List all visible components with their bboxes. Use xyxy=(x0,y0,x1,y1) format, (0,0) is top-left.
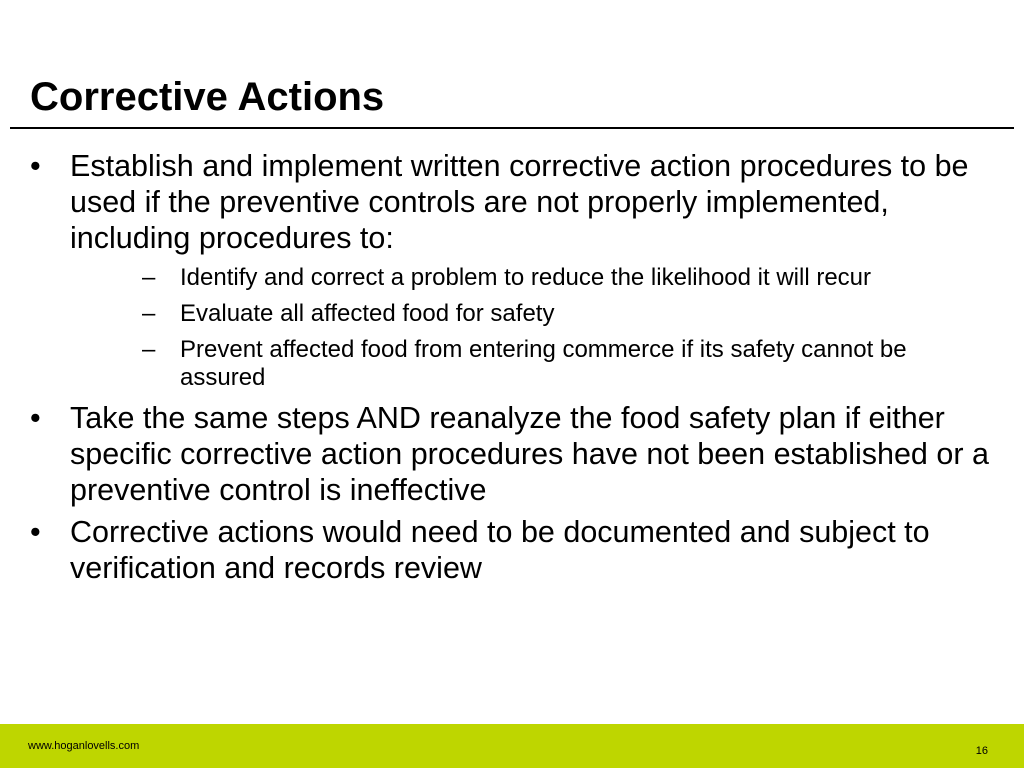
bullet-item xyxy=(0,148,1024,392)
bullet-text: Take the same steps AND reanalyze the food safety plan if either specific corrective action procedures have not been established or a preventive control is ineffective xyxy=(70,401,989,507)
bullet-marker: • xyxy=(30,149,41,183)
sub-bullet-item xyxy=(70,264,994,292)
bullet-text: Corrective actions would need to be documented and subject to verification and records review xyxy=(70,515,930,585)
bullet-item xyxy=(0,400,1024,508)
sub-bullet-item xyxy=(70,300,994,328)
bullet-marker: • xyxy=(30,515,41,549)
sub-bullet-marker: – xyxy=(142,300,156,327)
sub-bullet-text: Prevent affected food from entering commerce if its safety cannot be assured xyxy=(180,336,907,391)
bullet-marker: • xyxy=(30,401,41,435)
sub-bullet-marker: – xyxy=(142,336,156,363)
page-number: 16 xyxy=(975,745,988,757)
sub-bullet-text: Identify and correct a problem to reduce the likelihood it will recur xyxy=(180,264,872,291)
footer-bar xyxy=(0,724,1024,768)
title-divider xyxy=(10,127,1014,129)
slide-title: Corrective Actions xyxy=(30,75,385,119)
sub-bullet-item xyxy=(70,336,994,392)
bullet-item xyxy=(0,514,1024,586)
slide-body xyxy=(0,144,1024,586)
sub-bullet-list xyxy=(70,264,994,392)
footer-url[interactable]: www.hoganlovells.com xyxy=(28,740,140,752)
bullet-text: Establish and implement written corrective action procedures to be used if the preventive controls are not properly implemented, including procedures to: xyxy=(70,149,969,255)
sub-bullet-text: Evaluate all affected food for safety xyxy=(180,300,555,327)
sub-bullet-marker: – xyxy=(142,264,156,291)
